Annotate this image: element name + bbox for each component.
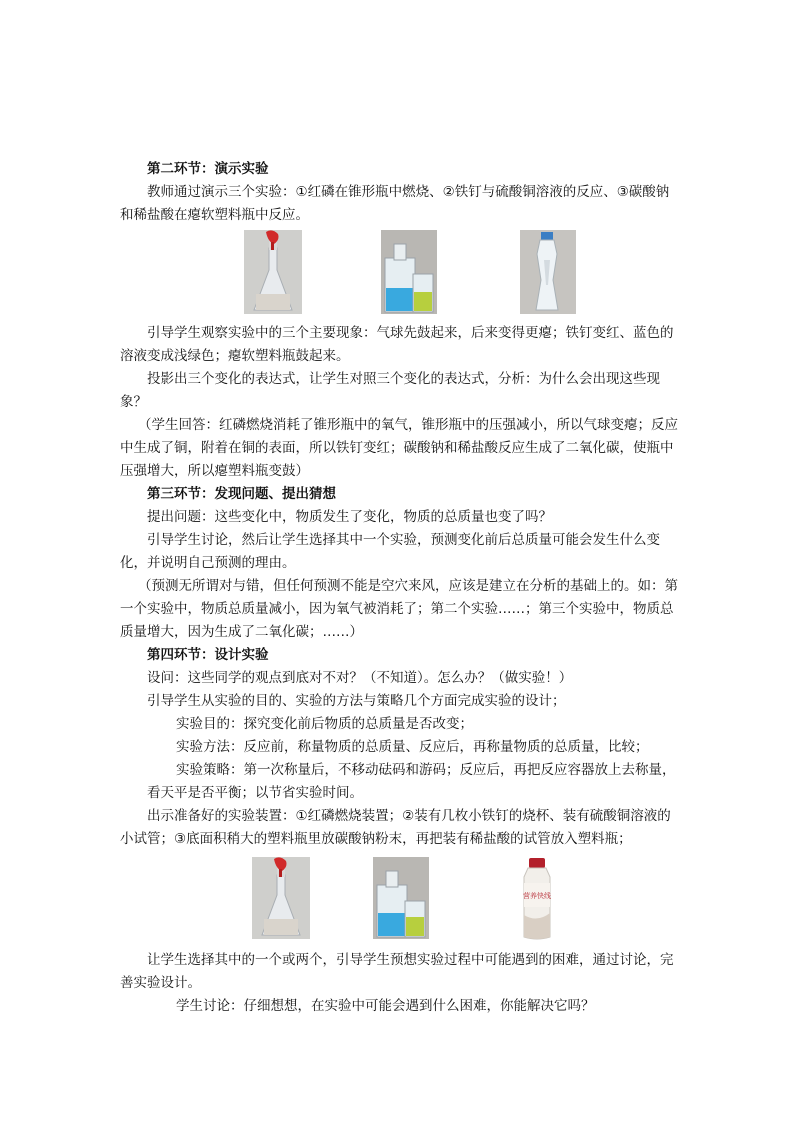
photo-flask-balloon <box>244 230 302 314</box>
photo-beaker-tube <box>373 857 429 939</box>
paragraph: 实验策略：第一次称量后，不移动砝码和游码；反应后，再把反应容器放上去称量， <box>176 762 676 778</box>
document-page <box>120 158 680 1018</box>
paragraph: 实验方法：反应前，称量物质的总质量、反应后，再称量物质的总质量，比较； <box>176 739 649 755</box>
paragraph: （预测无所谓对与错，但任何预测不能是空穴来风，应该是建立在分析的基础上的。如：第一个实验中，物质总质量减小，因为氧气被消耗了；第二个实验……；第三个实验中，物质总质量增大，因为生成了二氧化碳；……） <box>120 578 678 640</box>
paragraph: 设问：这些同学的观点到底对不对？（不知道）。怎么办？（做实验！） <box>147 670 573 686</box>
photo-flask-balloon <box>252 857 310 939</box>
photo-plastic-bottle <box>520 230 576 314</box>
paragraph: 引导学生讨论，然后让学生选择其中一个实验，预测变化前后总质量可能会发生什么变化，并说明自己预测的理由。 <box>120 532 660 571</box>
paragraph: 投影出三个变化的表达式，让学生对照三个变化的表达式，分析：为什么会出现这些现象？ <box>120 371 660 410</box>
paragraph: 提出问题：这些变化中，物质发生了变化，物质的总质量也变了吗？ <box>147 509 552 525</box>
section-heading-3: 第三环节：发现问题、提出猜想 <box>147 486 336 502</box>
paragraph: 出示准备好的实验装置：①红磷燃烧装置；②装有几枚小铁钉的烧杯、装有硫酸铜溶液的小试管；③底面积稍大的塑料瓶里放碳酸钠粉末，再把装有稀盐酸的试管放入塑料瓶； <box>120 808 671 847</box>
paragraph: 引导学生从实验的目的、实验的方法与策略几个方面完成实验的设计； <box>147 693 566 709</box>
paragraph: 实验目的：探究变化前后物质的总质量是否改变； <box>176 716 473 732</box>
photo-row-2 <box>120 857 680 943</box>
paragraph: 教师通过演示三个实验：①红磷在锥形瓶中燃烧、②铁钉与硫酸铜溶液的反应、③碳酸钠和稀盐酸在瘪软塑料瓶中反应。 <box>120 184 670 223</box>
photo-row-1 <box>120 230 680 316</box>
paragraph: 学生讨论：仔细想想，在实验中可能会遇到什么困难，你能解决它吗？ <box>176 998 595 1014</box>
photo-drink-bottle <box>512 857 562 941</box>
paragraph: 引导学生观察实验中的三个主要现象：气球先鼓起来，后来变得更瘪；铁钉变红、蓝色的溶液变成浅绿色；瘪软塑料瓶鼓起来。 <box>120 325 674 364</box>
section-heading-4: 第四环节：设计实验 <box>147 647 269 663</box>
paragraph: （学生回答：红磷燃烧消耗了锥形瓶中的氧气，锥形瓶中的压强减小，所以气球变瘪；反应中生成了铜，附着在铜的表面，所以铁钉变红；碳酸钠和稀盐酸反应生成了二氧化碳，使瓶中压强增大，所以瘪塑料瓶变鼓） <box>120 417 678 479</box>
section-heading-2: 第二环节：演示实验 <box>147 161 269 177</box>
bottle-label-logo: 营养快线 <box>523 892 551 900</box>
paragraph: 看天平是否平衡；以节省实验时间。 <box>147 785 363 801</box>
paragraph: 让学生选择其中的一个或两个，引导学生预想实验过程中可能遇到的困难，通过讨论，完善实验设计。 <box>120 952 674 991</box>
photo-beaker-tube <box>381 230 437 314</box>
